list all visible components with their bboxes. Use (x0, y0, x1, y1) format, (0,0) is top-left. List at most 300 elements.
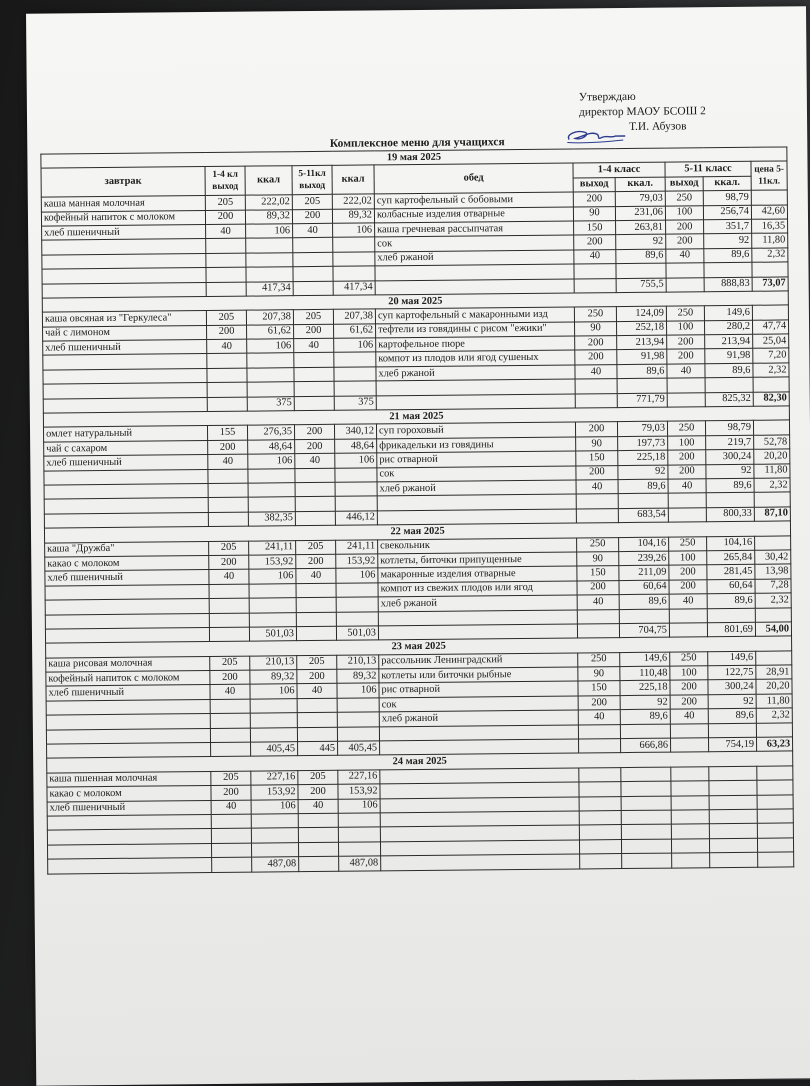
breakfast-value: 106 (333, 223, 375, 238)
breakfast-value (209, 598, 249, 613)
lunch-value: 100 (666, 320, 704, 335)
breakfast-value: 205 (293, 310, 333, 325)
breakfast-dish: хлеб пшеничный (42, 224, 206, 240)
menu-sheet (26, 6, 810, 1085)
lunch-price (755, 535, 791, 550)
empty-cell (667, 378, 705, 393)
empty-cell (616, 263, 666, 278)
breakfast-value: 106 (334, 338, 376, 353)
breakfast-value: 106 (335, 453, 377, 468)
day-date: 23 мая 2025 (46, 636, 792, 658)
lunch-value: 200 (574, 235, 616, 250)
lunch-dish: макаронные изделия отварные (378, 566, 577, 582)
empty-cell (48, 858, 212, 874)
lunch-value: 300,24 (706, 449, 754, 464)
lunch-total-511 (710, 852, 758, 867)
breakfast-value: 106 (338, 798, 380, 813)
empty-cell (337, 727, 379, 742)
lunch-value: 200 (670, 680, 708, 695)
breakfast-dish: какао с молоком (45, 555, 209, 571)
lunch-total-price (758, 852, 794, 867)
lunch-value: 104,16 (707, 536, 755, 551)
breakfast-value: 200 (292, 209, 332, 224)
breakfast-value: 40 (211, 800, 251, 815)
lunch-value: 100 (670, 666, 708, 681)
breakfast-value (294, 353, 334, 368)
lunch-dish: хлеб ржаной (376, 365, 575, 381)
empty-cell (247, 382, 294, 397)
lunch-value (671, 824, 709, 839)
empty-cell (295, 497, 335, 512)
day-date: 19 мая 2025 (41, 147, 787, 169)
lunch-dish: хлеб ржаной (378, 595, 577, 611)
breakfast-value: 106 (247, 339, 294, 354)
empty-cell (575, 379, 617, 394)
lunch-value: 300,24 (708, 680, 756, 695)
header-l511: 5-11 класс (665, 162, 751, 177)
breakfast-dish: хлеб пшеничный (47, 800, 211, 816)
breakfast-value (208, 469, 248, 484)
day-date: 22 мая 2025 (44, 521, 790, 543)
empty-cell (299, 856, 339, 871)
header-l14: 1-4 класс (573, 163, 665, 178)
breakfast-value: 106 (248, 454, 295, 469)
breakfast-value: 200 (297, 669, 337, 684)
lunch-price: 11,80 (756, 694, 792, 709)
header-b511: 5-11кл выход (292, 166, 332, 195)
breakfast-dish (44, 469, 208, 485)
breakfast-value: 40 (295, 454, 335, 469)
lunch-price: 2,32 (754, 478, 790, 493)
lunch-total-price: 63,23 (756, 737, 792, 752)
empty-cell (667, 392, 705, 407)
lunch-value: 200 (576, 465, 618, 480)
lunch-value: 250 (578, 652, 620, 667)
lunch-dish: котлеты или биточки рыбные (379, 667, 578, 683)
breakfast-value (297, 698, 337, 713)
lunch-price (757, 823, 793, 838)
lunch-value: 40 (576, 480, 618, 495)
lunch-value: 40 (669, 594, 707, 609)
lunch-value: 90 (573, 206, 615, 221)
breakfast-value: 40 (294, 338, 334, 353)
lunch-value: 90 (577, 552, 619, 567)
lunch-value: 60,64 (707, 579, 755, 594)
empty-cell (579, 839, 621, 854)
breakfast-value: 89,32 (337, 669, 379, 684)
lunch-dish: фрикадельки из говядины (377, 437, 576, 453)
breakfast-total-14: 375 (247, 396, 294, 411)
breakfast-dish (43, 368, 207, 384)
lunch-value (579, 811, 621, 826)
empty-cell (211, 742, 251, 757)
lunch-total-14 (622, 853, 672, 868)
breakfast-dish: хлеб пшеничный (46, 685, 210, 701)
breakfast-value: 48,64 (248, 439, 295, 454)
lunch-total-511: 801,69 (707, 622, 755, 637)
lunch-value: 98,79 (703, 190, 751, 205)
lunch-value: 252,18 (616, 321, 666, 336)
lunch-total-price: 82,30 (753, 392, 789, 407)
lunch-dish: компот из свежих плодов или ягод (378, 581, 577, 597)
lunch-price (756, 651, 792, 666)
breakfast-value: 207,38 (333, 309, 375, 324)
breakfast-value (296, 583, 336, 598)
lunch-value: 89,6 (620, 709, 670, 724)
lunch-value: 219,7 (706, 435, 754, 450)
lunch-dish: рис отварной (377, 451, 576, 467)
lunch-value (621, 767, 671, 782)
lunch-dish: сок (377, 466, 576, 482)
breakfast-value: 222,02 (245, 195, 292, 210)
empty-cell (671, 838, 709, 853)
lunch-value: 265,84 (707, 550, 755, 565)
lunch-value: 250 (574, 307, 616, 322)
empty-cell (752, 262, 788, 277)
breakfast-dish: чай с сахаром (44, 440, 208, 456)
breakfast-value: 153,92 (249, 555, 296, 570)
lunch-price: 7,20 (753, 348, 789, 363)
breakfast-total-511: 487,08 (339, 856, 381, 871)
breakfast-value (334, 367, 376, 382)
lunch-value: 90 (578, 667, 620, 682)
lunch-value (621, 796, 671, 811)
lunch-value: 197,73 (618, 436, 668, 451)
breakfast-dish (43, 354, 207, 370)
breakfast-value: 40 (209, 569, 249, 584)
lunch-value: 79,03 (617, 422, 667, 437)
empty-cell (708, 723, 756, 738)
document-title: Комплексное меню для учащихся (329, 136, 505, 150)
lunch-price (753, 420, 789, 435)
lunch-value: 200 (575, 336, 617, 351)
breakfast-value: 276,35 (247, 425, 294, 440)
lunch-value: 250 (670, 651, 708, 666)
empty-cell (45, 613, 209, 629)
breakfast-dish: каша манная молочная (41, 196, 205, 212)
header-l511-kcal: ккал. (703, 176, 751, 191)
breakfast-value (337, 698, 379, 713)
lunch-value: 200 (670, 695, 708, 710)
empty-cell (208, 512, 248, 527)
lunch-dish: сок (375, 235, 574, 251)
breakfast-value: 106 (246, 224, 293, 239)
empty-cell (206, 282, 246, 297)
breakfast-value (338, 813, 380, 828)
breakfast-value (333, 237, 375, 252)
lunch-total-511: 825,32 (705, 392, 753, 407)
lunch-value: 263,81 (616, 220, 666, 235)
breakfast-value: 40 (297, 684, 337, 699)
empty-cell (246, 267, 293, 282)
breakfast-value (206, 253, 246, 268)
breakfast-value (250, 699, 297, 714)
breakfast-value: 200 (296, 554, 336, 569)
header-price: цена 5-11кл. (751, 161, 787, 190)
empty-cell (294, 382, 334, 397)
empty-cell (668, 508, 706, 523)
empty-cell (293, 266, 333, 281)
empty-cell (704, 262, 752, 277)
breakfast-value (210, 699, 250, 714)
empty-cell (757, 838, 793, 853)
breakfast-value (248, 468, 295, 483)
breakfast-dish: омлет натуральный (43, 426, 207, 442)
lunch-dish: котлеты, биточки припущенные (378, 552, 577, 568)
empty-cell (46, 728, 210, 744)
empty-cell (579, 739, 621, 754)
empty-cell (576, 508, 618, 523)
breakfast-total-14: 487,08 (252, 857, 299, 872)
lunch-value: 213,94 (617, 335, 667, 350)
lunch-value: 92 (616, 234, 666, 249)
breakfast-value: 205 (296, 540, 336, 555)
empty-cell (705, 378, 753, 393)
lunch-dish: рассольник Ленинградский (379, 653, 578, 669)
empty-cell (669, 623, 707, 638)
lunch-total-14: 771,79 (617, 393, 667, 408)
lunch-value: 40 (668, 479, 706, 494)
lunch-price: 42,60 (751, 205, 787, 220)
breakfast-value: 205 (298, 770, 338, 785)
empty-cell (209, 613, 249, 628)
lunch-price: 20,20 (756, 679, 792, 694)
breakfast-value: 227,16 (251, 770, 298, 785)
lunch-price: 28,91 (756, 665, 792, 680)
lunch-total-price: 54,00 (755, 622, 791, 637)
lunch-dish: тефтели из говядины с рисом "ежики" (376, 322, 575, 338)
lunch-value (579, 782, 621, 797)
lunch-dish: суп картофельный с макаронными изд (375, 307, 574, 323)
empty-cell (43, 383, 207, 399)
lunch-value: 250 (666, 306, 704, 321)
lunch-dish: суп гороховый (376, 422, 575, 438)
breakfast-value (211, 828, 251, 843)
lunch-value: 200 (573, 192, 615, 207)
lunch-dish: компот из плодов или ягод сушеных (376, 350, 575, 366)
lunch-value: 225,18 (620, 681, 670, 696)
breakfast-value: 227,16 (338, 770, 380, 785)
lunch-price: 47,74 (752, 320, 788, 335)
empty-cell (294, 396, 334, 411)
breakfast-value: 205 (206, 310, 246, 325)
lunch-value (671, 781, 709, 796)
empty-cell (706, 493, 754, 508)
empty-cell (334, 381, 376, 396)
lunch-value: 89,6 (706, 478, 754, 493)
empty-cell (249, 612, 296, 627)
breakfast-value (206, 238, 246, 253)
breakfast-dish: кофейный напиток с молоком (41, 210, 205, 226)
breakfast-value (249, 598, 296, 613)
empty-cell (297, 727, 337, 742)
breakfast-total-14: 405,45 (251, 742, 298, 757)
empty-cell (210, 728, 250, 743)
lunch-value: 89,6 (704, 248, 752, 263)
lunch-value: 200 (669, 579, 707, 594)
breakfast-value (338, 827, 380, 842)
header-b511-kcal: ккал (332, 165, 374, 194)
breakfast-dish: каша "Дружба" (45, 541, 209, 557)
lunch-value: 351,7 (704, 219, 752, 234)
lunch-price (757, 794, 793, 809)
empty-cell (211, 843, 251, 858)
lunch-value: 250 (669, 536, 707, 551)
empty-cell (42, 268, 206, 284)
breakfast-value (251, 814, 298, 829)
breakfast-value (334, 352, 376, 367)
breakfast-value: 40 (210, 685, 250, 700)
breakfast-value (208, 483, 248, 498)
breakfast-value (296, 597, 336, 612)
breakfast-value (248, 483, 295, 498)
lunch-value (671, 767, 709, 782)
empty-cell (207, 382, 247, 397)
breakfast-value: 155 (207, 426, 247, 441)
empty-cell (670, 723, 708, 738)
lunch-value: 149,6 (620, 652, 670, 667)
empty-cell (251, 842, 298, 857)
lunch-price: 2,32 (753, 363, 789, 378)
empty-cell (335, 496, 377, 511)
lunch-value: 100 (665, 205, 703, 220)
lunch-dish: каша гречневая рассыпчатая (375, 221, 574, 237)
lunch-value: 200 (669, 565, 707, 580)
breakfast-total-511: 405,45 (338, 741, 380, 756)
empty-cell (666, 277, 704, 292)
breakfast-dish (47, 814, 211, 830)
menu-table (40, 146, 794, 874)
header-b14: 1-4 кл выход (205, 167, 245, 196)
header-l511-out: выход (665, 177, 703, 192)
lunch-dish: сок (379, 696, 578, 712)
empty-cell (333, 266, 375, 281)
breakfast-value: 205 (205, 195, 245, 210)
empty-cell (208, 498, 248, 513)
breakfast-value: 40 (293, 223, 333, 238)
breakfast-value: 205 (292, 194, 332, 209)
header-breakfast: завтрак (41, 167, 205, 197)
lunch-total-price: 73,07 (752, 276, 788, 291)
lunch-total-511: 754,19 (708, 737, 756, 752)
lunch-price: 25,04 (753, 334, 789, 349)
lunch-value (579, 767, 621, 782)
breakfast-value: 40 (298, 799, 338, 814)
empty-cell (295, 511, 335, 526)
lunch-value (671, 810, 709, 825)
empty-cell (621, 839, 671, 854)
breakfast-value: 222,02 (332, 194, 374, 209)
empty-cell (578, 724, 620, 739)
breakfast-value: 106 (250, 684, 297, 699)
empty-cell (669, 608, 707, 623)
breakfast-value: 40 (207, 339, 247, 354)
empty-cell (209, 627, 249, 642)
breakfast-total-511: 417,34 (333, 280, 375, 295)
lunch-value: 92 (618, 465, 668, 480)
lunch-price: 13,98 (755, 564, 791, 579)
breakfast-value (209, 584, 249, 599)
lunch-value: 92 (708, 694, 756, 709)
lunch-value: 40 (666, 248, 704, 263)
lunch-price: 52,78 (754, 435, 790, 450)
lunch-value: 100 (668, 436, 706, 451)
breakfast-total-14: 382,35 (248, 511, 295, 526)
lunch-value: 92 (704, 234, 752, 249)
breakfast-dish: каша пшенная молочная (47, 771, 211, 787)
empty-cell (43, 397, 207, 413)
empty-cell (756, 723, 792, 738)
day-date: 24 мая 2025 (47, 751, 793, 773)
lunch-value: 100 (669, 551, 707, 566)
breakfast-value (295, 468, 335, 483)
breakfast-value (251, 828, 298, 843)
lunch-value: 150 (576, 451, 618, 466)
lunch-dish: картофельное пюре (376, 336, 575, 352)
breakfast-value: 200 (208, 440, 248, 455)
empty-cell (47, 743, 211, 759)
breakfast-value: 207,38 (246, 310, 293, 325)
lunch-value: 89,6 (618, 479, 668, 494)
lunch-dish: суп картофельный с бобовыми (374, 192, 573, 208)
lunch-value: 225,18 (618, 450, 668, 465)
breakfast-total-511: 501,03 (336, 626, 378, 641)
lunch-dish: свекольник (378, 538, 577, 554)
lunch-value: 79,03 (615, 191, 665, 206)
breakfast-value: 200 (205, 210, 245, 225)
lunch-value: 239,26 (619, 551, 669, 566)
empty-cell (575, 393, 617, 408)
empty-cell (672, 853, 710, 868)
lunch-value: 124,09 (616, 306, 666, 321)
lunch-value (579, 796, 621, 811)
empty-cell (212, 857, 252, 872)
lunch-value (709, 809, 757, 824)
empty-cell (296, 612, 336, 627)
breakfast-value: 200 (210, 670, 250, 685)
lunch-value (709, 824, 757, 839)
empty-cell (617, 378, 667, 393)
empty-cell (336, 611, 378, 626)
empty-cell (619, 609, 669, 624)
breakfast-value: 48,64 (335, 439, 377, 454)
empty-cell (42, 282, 206, 298)
day-date: 20 мая 2025 (42, 291, 788, 313)
breakfast-value: 200 (207, 325, 247, 340)
lunch-value: 200 (666, 234, 704, 249)
lunch-total-511: 888,83 (704, 277, 752, 292)
breakfast-dish (45, 584, 209, 600)
header-b14-kcal: ккал (245, 166, 292, 195)
breakfast-dish (42, 239, 206, 255)
breakfast-value: 106 (337, 683, 379, 698)
empty-cell (618, 493, 668, 508)
breakfast-value: 61,62 (247, 324, 294, 339)
lunch-value: 40 (574, 249, 616, 264)
lunch-value: 200 (575, 422, 617, 437)
breakfast-value (247, 368, 294, 383)
lunch-value: 91,98 (705, 349, 753, 364)
breakfast-dish (45, 599, 209, 615)
breakfast-dish: какао с молоком (47, 786, 211, 802)
breakfast-value (246, 252, 293, 267)
lunch-value: 122,75 (708, 665, 756, 680)
breakfast-value (295, 482, 335, 497)
lunch-price (757, 766, 793, 781)
lunch-value (621, 810, 671, 825)
breakfast-value: 89,32 (250, 670, 297, 685)
breakfast-value: 153,92 (336, 554, 378, 569)
